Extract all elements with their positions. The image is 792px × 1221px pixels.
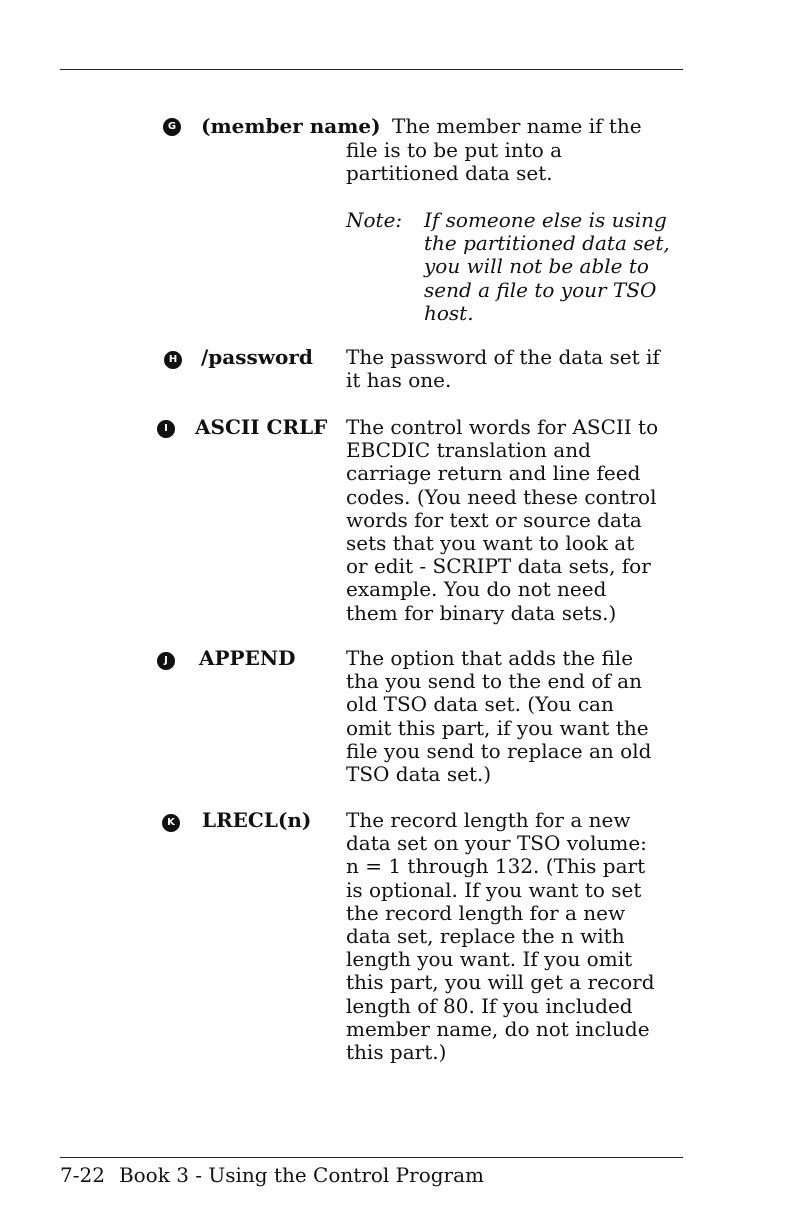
- callout-i-icon: I: [157, 420, 175, 438]
- note-label: Note:: [346, 208, 403, 232]
- book-title: Book 3 - Using the Control Program: [118, 1163, 484, 1187]
- callout-k-icon: K: [162, 814, 180, 832]
- callout-h-icon: H: [164, 351, 182, 369]
- page-number: 7-22: [60, 1163, 105, 1187]
- description-member-name: file is to be put into a partitioned data set.: [346, 138, 563, 186]
- term-append: APPEND: [199, 646, 296, 670]
- description-ascii-crlf: The control words for ASCII to EBCDIC translation and carriage return and line feed codes. (You need these control words for text or source data sets that you want to look at or edit - SCRIPT data sets, for example. You do not need them for binary data sets.): [346, 415, 659, 625]
- callout-j-icon: J: [157, 652, 175, 670]
- description-lrecl: The record length for a new data set on your TSO volume: n = 1 through 132. (This part is optional. If you want to set the record length for a new data set, replace the n with length you want. If you omit this part, you will get a record length of 80. If you included member name, do not include this part.): [346, 808, 655, 1065]
- term-ascii-crlf: ASCII CRLF: [195, 415, 328, 439]
- callout-g-icon: G: [163, 118, 181, 136]
- description-append: The option that adds the file tha you send to the end of an old TSO data set. (You can omit this part, if you want the file you send to replace an old TSO data set.): [346, 646, 652, 787]
- term-lrecl: LRECL(n): [202, 808, 312, 832]
- page-footer: [60, 1163, 484, 1187]
- note-text: If someone else is using the partitioned data set, you will not be able to send a file to your TSO host.: [424, 208, 670, 325]
- term-password: /password: [201, 345, 313, 369]
- description-lead-member-name: The member name if the: [392, 114, 642, 138]
- top-rule: [60, 69, 683, 70]
- description-password: The password of the data set if it has one.: [346, 345, 660, 393]
- term-member-name: (member name): [201, 114, 381, 138]
- bottom-rule: [60, 1157, 683, 1158]
